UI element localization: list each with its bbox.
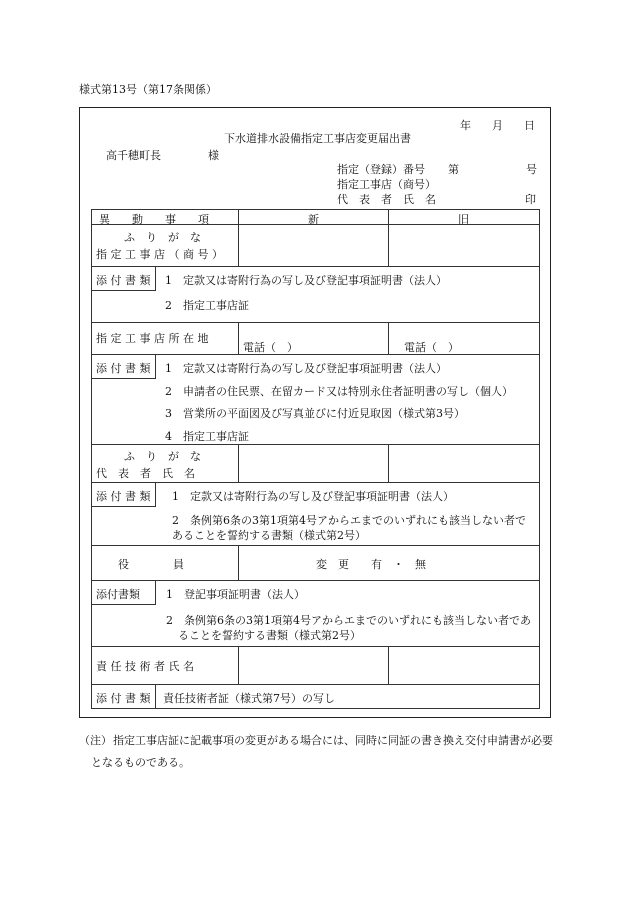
col-line [238, 209, 239, 266]
store-attach-item: 1 定款又は寄附行為の写し及び登記事項証明書（法人） [165, 274, 447, 287]
store-furigana-label: ふ り が な [124, 231, 201, 244]
row-line [91, 580, 540, 581]
col-line [388, 646, 389, 684]
phone-new: 電話（ ） [243, 341, 298, 354]
rep-attach-item: あることを誓約する書類（様式第2号） [172, 529, 366, 542]
col-line [238, 545, 239, 580]
rep-name-label: 代 表 者 氏 名 [96, 467, 195, 480]
officers-attach-item: 1 登記事項証明書（法人） [166, 588, 305, 601]
row-line [91, 266, 540, 267]
row-line [91, 646, 540, 647]
registration-go: 号 [526, 163, 537, 176]
col-line [388, 322, 389, 354]
note-mark: （注） [79, 734, 112, 747]
header-old: 旧 [458, 213, 469, 226]
date-month: 月 [492, 119, 503, 132]
address-attach-item: 4 指定工事店証 [165, 430, 249, 443]
registration-dai: 第 [448, 163, 459, 176]
store-attach-item: 2 指定工事店証 [165, 299, 249, 312]
note-line-2: となるものである。 [91, 756, 190, 769]
store-attach-label: 添 付 書 類 [96, 274, 151, 287]
addressee-name: 高千穂町長 [106, 149, 161, 162]
col-line [388, 444, 389, 482]
header-new: 新 [308, 213, 319, 226]
col-line [238, 646, 239, 684]
note-line-1: 指定工事店証に記載事項の変更がある場合には、同時に同証の書き換え交付申請書が必要 [113, 734, 553, 747]
officers-attach-label: 添付書類 [96, 588, 140, 601]
col-line [238, 444, 239, 482]
representative-label: 代 表 者 氏 名 [337, 193, 436, 206]
row-line [91, 354, 540, 355]
officers-attach-item: 2 条例第6条の3第1項第4号アからエまでのいずれにも該当しない者であ [166, 614, 531, 627]
officers-label: 役 員 [118, 558, 184, 571]
date-day: 日 [524, 119, 535, 132]
store-name-row-label: 指 定 工 事 店 （ 商 号 ） [96, 248, 223, 261]
engineer-attach-label: 添 付 書 類 [96, 692, 151, 705]
engineer-label: 責 任 技 術 者 氏 名 [96, 660, 194, 673]
row-line [91, 684, 540, 685]
form-title: 下水道排水設備指定工事店変更届出書 [224, 132, 411, 145]
address-attach-item: 1 定款又は寄附行為の写し及び登記事項証明書（法人） [165, 362, 447, 375]
registration-label: 指定（登録）番号 [337, 163, 425, 176]
form-number: 様式第13号（第17条関係） [79, 83, 217, 96]
address-attach-item: 2 申請者の住民票、在留カード又は特別永住者証明書の写し（個人） [165, 385, 513, 398]
row-line [91, 444, 540, 445]
store-name-label: 指定工事店（商号） [337, 178, 436, 191]
address-attach-label: 添 付 書 類 [96, 362, 151, 375]
row-line [91, 482, 540, 483]
seal-mark: 印 [525, 193, 536, 206]
phone-old: 電話（ ） [404, 341, 459, 354]
addressee-honorific: 様 [208, 149, 219, 162]
address-label: 指 定 工 事 店 所 在 地 [96, 332, 209, 345]
date-year: 年 [460, 119, 471, 132]
col-line [238, 322, 239, 354]
officers-change: 変 更 有 ・ 無 [316, 558, 426, 571]
rep-furigana-label: ふ り が な [124, 450, 201, 463]
row-line [91, 545, 540, 546]
col-line [155, 684, 156, 709]
rep-attach-item: 1 定款又は寄附行為の写し及び登記事項証明書（法人） [172, 490, 454, 503]
address-attach-item: 3 営業所の平面図及び写真並びに付近見取図（様式第3号） [165, 407, 465, 420]
header-item: 異 動 事 項 [99, 213, 209, 226]
rep-attach-item: 2 条例第6条の3第1項第4号アからエまでのいずれにも該当しない者で [172, 514, 526, 527]
row-line [91, 322, 540, 323]
engineer-attach-item: 責任技術者証（様式第7号）の写し [163, 692, 335, 705]
col-line [388, 209, 389, 266]
rep-attach-label: 添 付 書 類 [96, 490, 151, 503]
officers-attach-item: ることを誓約する書類（様式第2号） [178, 629, 361, 642]
